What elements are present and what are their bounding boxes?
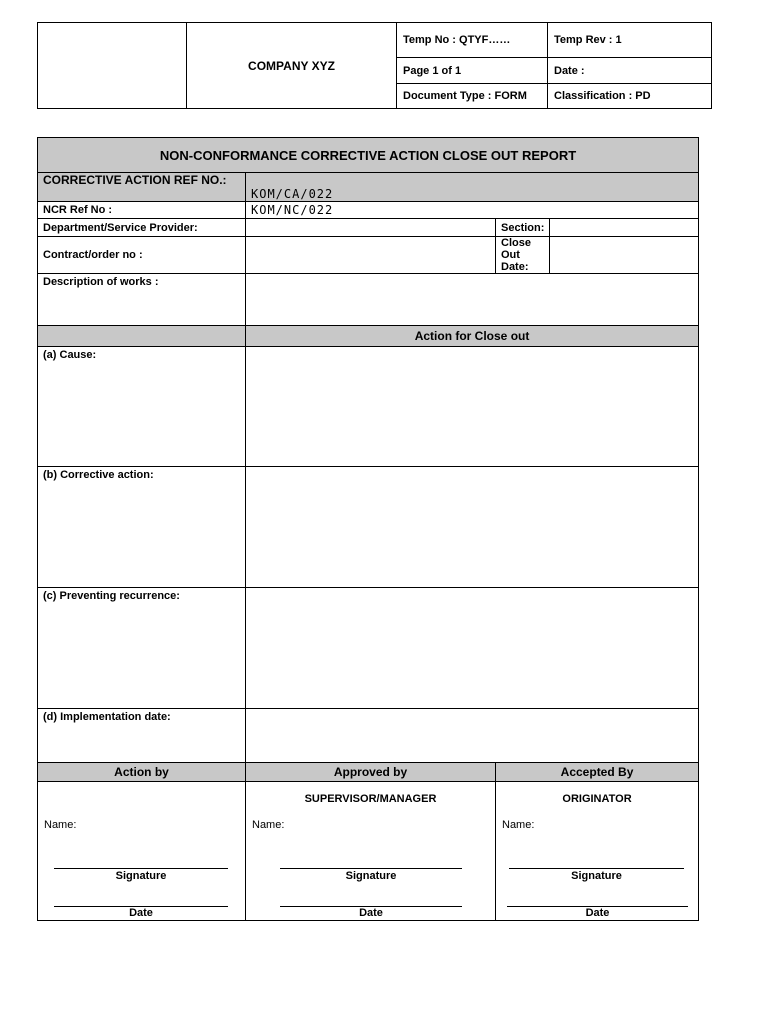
company-name: COMPANY XYZ bbox=[187, 23, 397, 109]
accepted-by-block bbox=[496, 782, 699, 921]
action-by-block bbox=[38, 782, 246, 921]
ca-ref-value[interactable]: KOM/CA/022 bbox=[246, 173, 699, 202]
cause-field[interactable] bbox=[246, 347, 699, 467]
accepted-by-date-label: Date bbox=[585, 907, 610, 919]
temp-no: Temp No : QTYF…… bbox=[397, 23, 548, 58]
approved-by-signature-line[interactable] bbox=[280, 868, 462, 869]
description-field[interactable] bbox=[246, 274, 699, 326]
implementation-date-label: (d) Implementation date: bbox=[38, 709, 246, 763]
preventing-recurrence-label: (c) Preventing recurrence: bbox=[38, 588, 246, 709]
action-by-date-label: Date bbox=[129, 907, 153, 919]
classification: Classification : PD bbox=[548, 84, 712, 109]
close-out-date-label: Close Out Date: bbox=[496, 237, 550, 274]
contract-field[interactable] bbox=[246, 237, 496, 274]
action-by-heading: Action by bbox=[38, 763, 246, 782]
document-type: Document Type : FORM bbox=[397, 84, 548, 109]
approved-by-date-label: Date bbox=[359, 907, 383, 919]
approved-by-block bbox=[246, 782, 496, 921]
section-field[interactable] bbox=[550, 219, 699, 237]
ca-ref-label: CORRECTIVE ACTION REF NO.: bbox=[38, 173, 246, 202]
cause-label: (a) Cause: bbox=[38, 347, 246, 467]
corrective-action-field[interactable] bbox=[246, 467, 699, 588]
temp-rev: Temp Rev : 1 bbox=[548, 23, 712, 58]
document-header bbox=[37, 22, 712, 109]
action-by-signature-label: Signature bbox=[115, 870, 167, 882]
logo-placeholder bbox=[38, 23, 187, 109]
action-heading-left bbox=[38, 326, 246, 347]
close-out-report-form bbox=[37, 137, 699, 921]
accepted-by-heading: Accepted By bbox=[496, 763, 699, 782]
page-number: Page 1 of 1 bbox=[397, 58, 548, 84]
department-label: Department/Service Provider: bbox=[38, 219, 246, 237]
contract-label: Contract/order no : bbox=[38, 237, 246, 274]
header-date: Date : bbox=[548, 58, 712, 84]
close-out-date-field[interactable] bbox=[550, 237, 699, 274]
action-by-signature-line[interactable] bbox=[54, 868, 228, 869]
implementation-date-field[interactable] bbox=[246, 709, 699, 763]
accepted-by-role: ORIGINATOR bbox=[562, 793, 632, 805]
approved-by-signature-label: Signature bbox=[345, 870, 397, 882]
approved-by-name-label: Name: bbox=[252, 819, 285, 831]
accepted-by-signature-line[interactable] bbox=[509, 868, 684, 869]
accepted-by-signature-label: Signature bbox=[571, 870, 622, 882]
action-by-name-label: Name: bbox=[44, 819, 77, 831]
approved-by-heading: Approved by bbox=[246, 763, 496, 782]
preventing-recurrence-field[interactable] bbox=[246, 588, 699, 709]
department-field[interactable] bbox=[246, 219, 496, 237]
approved-by-role: SUPERVISOR/MANAGER bbox=[304, 793, 437, 805]
description-label: Description of works : bbox=[38, 274, 246, 326]
accepted-by-name-label: Name: bbox=[502, 819, 535, 831]
action-heading: Action for Close out bbox=[246, 326, 699, 347]
section-label: Section: bbox=[496, 219, 550, 237]
ncr-ref-value[interactable]: KOM/NC/022 bbox=[246, 202, 699, 219]
corrective-action-label: (b) Corrective action: bbox=[38, 467, 246, 588]
form-title: NON-CONFORMANCE CORRECTIVE ACTION CLOSE OUT REPORT bbox=[38, 138, 699, 173]
ncr-ref-label: NCR Ref No : bbox=[38, 202, 246, 219]
